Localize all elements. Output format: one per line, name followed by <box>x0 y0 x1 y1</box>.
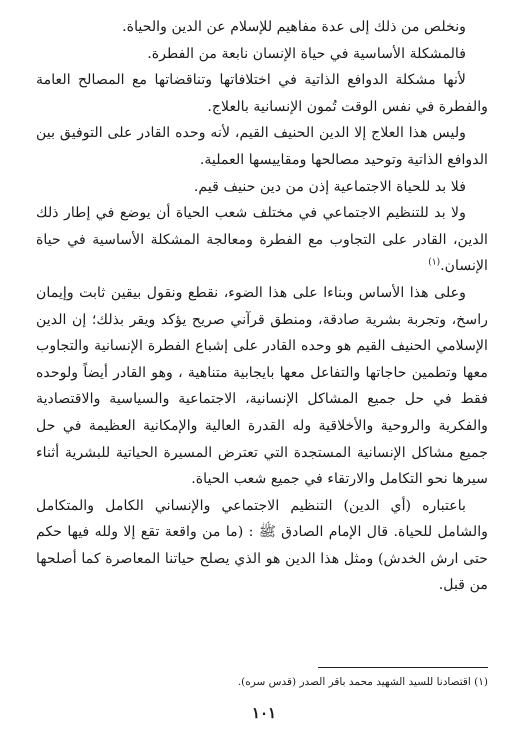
footnote-reference: (١) <box>428 257 441 268</box>
paragraph-3: لأنها مشكلة الدوافع الذاتية في اختلافاتها وتناقضاتها مع المصالح العامة والفطرة في نفس الوقت تُمون الإنسانية بالعلاج. <box>36 72 488 115</box>
page-number: ١٠١ <box>251 704 277 722</box>
paragraph-8: باعتباره (أي الدين) التنظيم الاجتماعي والإنساني الكامل والمتكامل والشامل للحياة. قال الإمام الصادق ﷺ : (ما من واقعة تقع إلا ولله فيها حكم حتى ارش الخدش) ومثل هذا الدين هو الذي يصلح حياتنا المعاصرة كما أصلحها من قبل. <box>36 497 488 594</box>
paragraph-5: فلا بد للحياة الاجتماعية إذن من دين حنيف قيم. <box>193 178 466 195</box>
paragraph-1: ونخلص من ذلك إلى عدة مفاهيم للإسلام عن الدين والحياة. <box>122 19 466 35</box>
paragraph-7: وعلى هذا الأساس وبناءا على هذا الضوء، نقطع ونقول بيقين ثابت وإيمان راسخ، وتجربة بشرية صادقة، ومنطق قرآني صريح يؤكد ويقر بذلك؛ إن الدين الإسلامي الحنيف القيم هو وحده القادر على إشباع الفطرة الإنسانية والتجاوب معها وتطمين حاجاتها والتفاعل معها بايجابية متناهية ، وهو القادر أيضاً ولوحده فقط في حل جميع المشاكل الإنسانية، الاجتماعية والسياسية والاقتصادية والفكرية والروحية والأخلاقية وله القدرة العالية والإمكانية العظيمة في حل جميع مشاكل الإنسانية المستجدة التي تعترض المسيرة الحياتية للبشرية أثناء سيرها نحو التكامل والارتقاء في جميع شعب الحياة. <box>36 284 488 488</box>
paragraph-6-text: ولا بد للتنظيم الاجتماعي في مختلف شعب الحياة أن يوضع في إطار ذلك الدين، القادر على التجاوب مع الفطرة ومعالجة المشكلة الأساسية في حياة الإنسان. <box>36 205 488 275</box>
paragraph-4: وليس هذا العلاج إلا الدين الحنيف القيم، لأنه وحده القادر على التوفيق بين الدوافع الذاتية وتوحيد مصالحها ومقاييسها العملية. <box>36 125 488 168</box>
body-text <box>36 14 488 599</box>
paragraph-6 <box>36 200 488 280</box>
footnote: (١) اقتصادنا للسيد الشهيد محمد باقر الصدر (قدس سره). <box>237 676 488 688</box>
footnote-divider <box>318 667 488 668</box>
paragraph-2: فالمشكلة الأساسية في حياة الإنسان نابعة من الفطرة. <box>147 45 466 62</box>
